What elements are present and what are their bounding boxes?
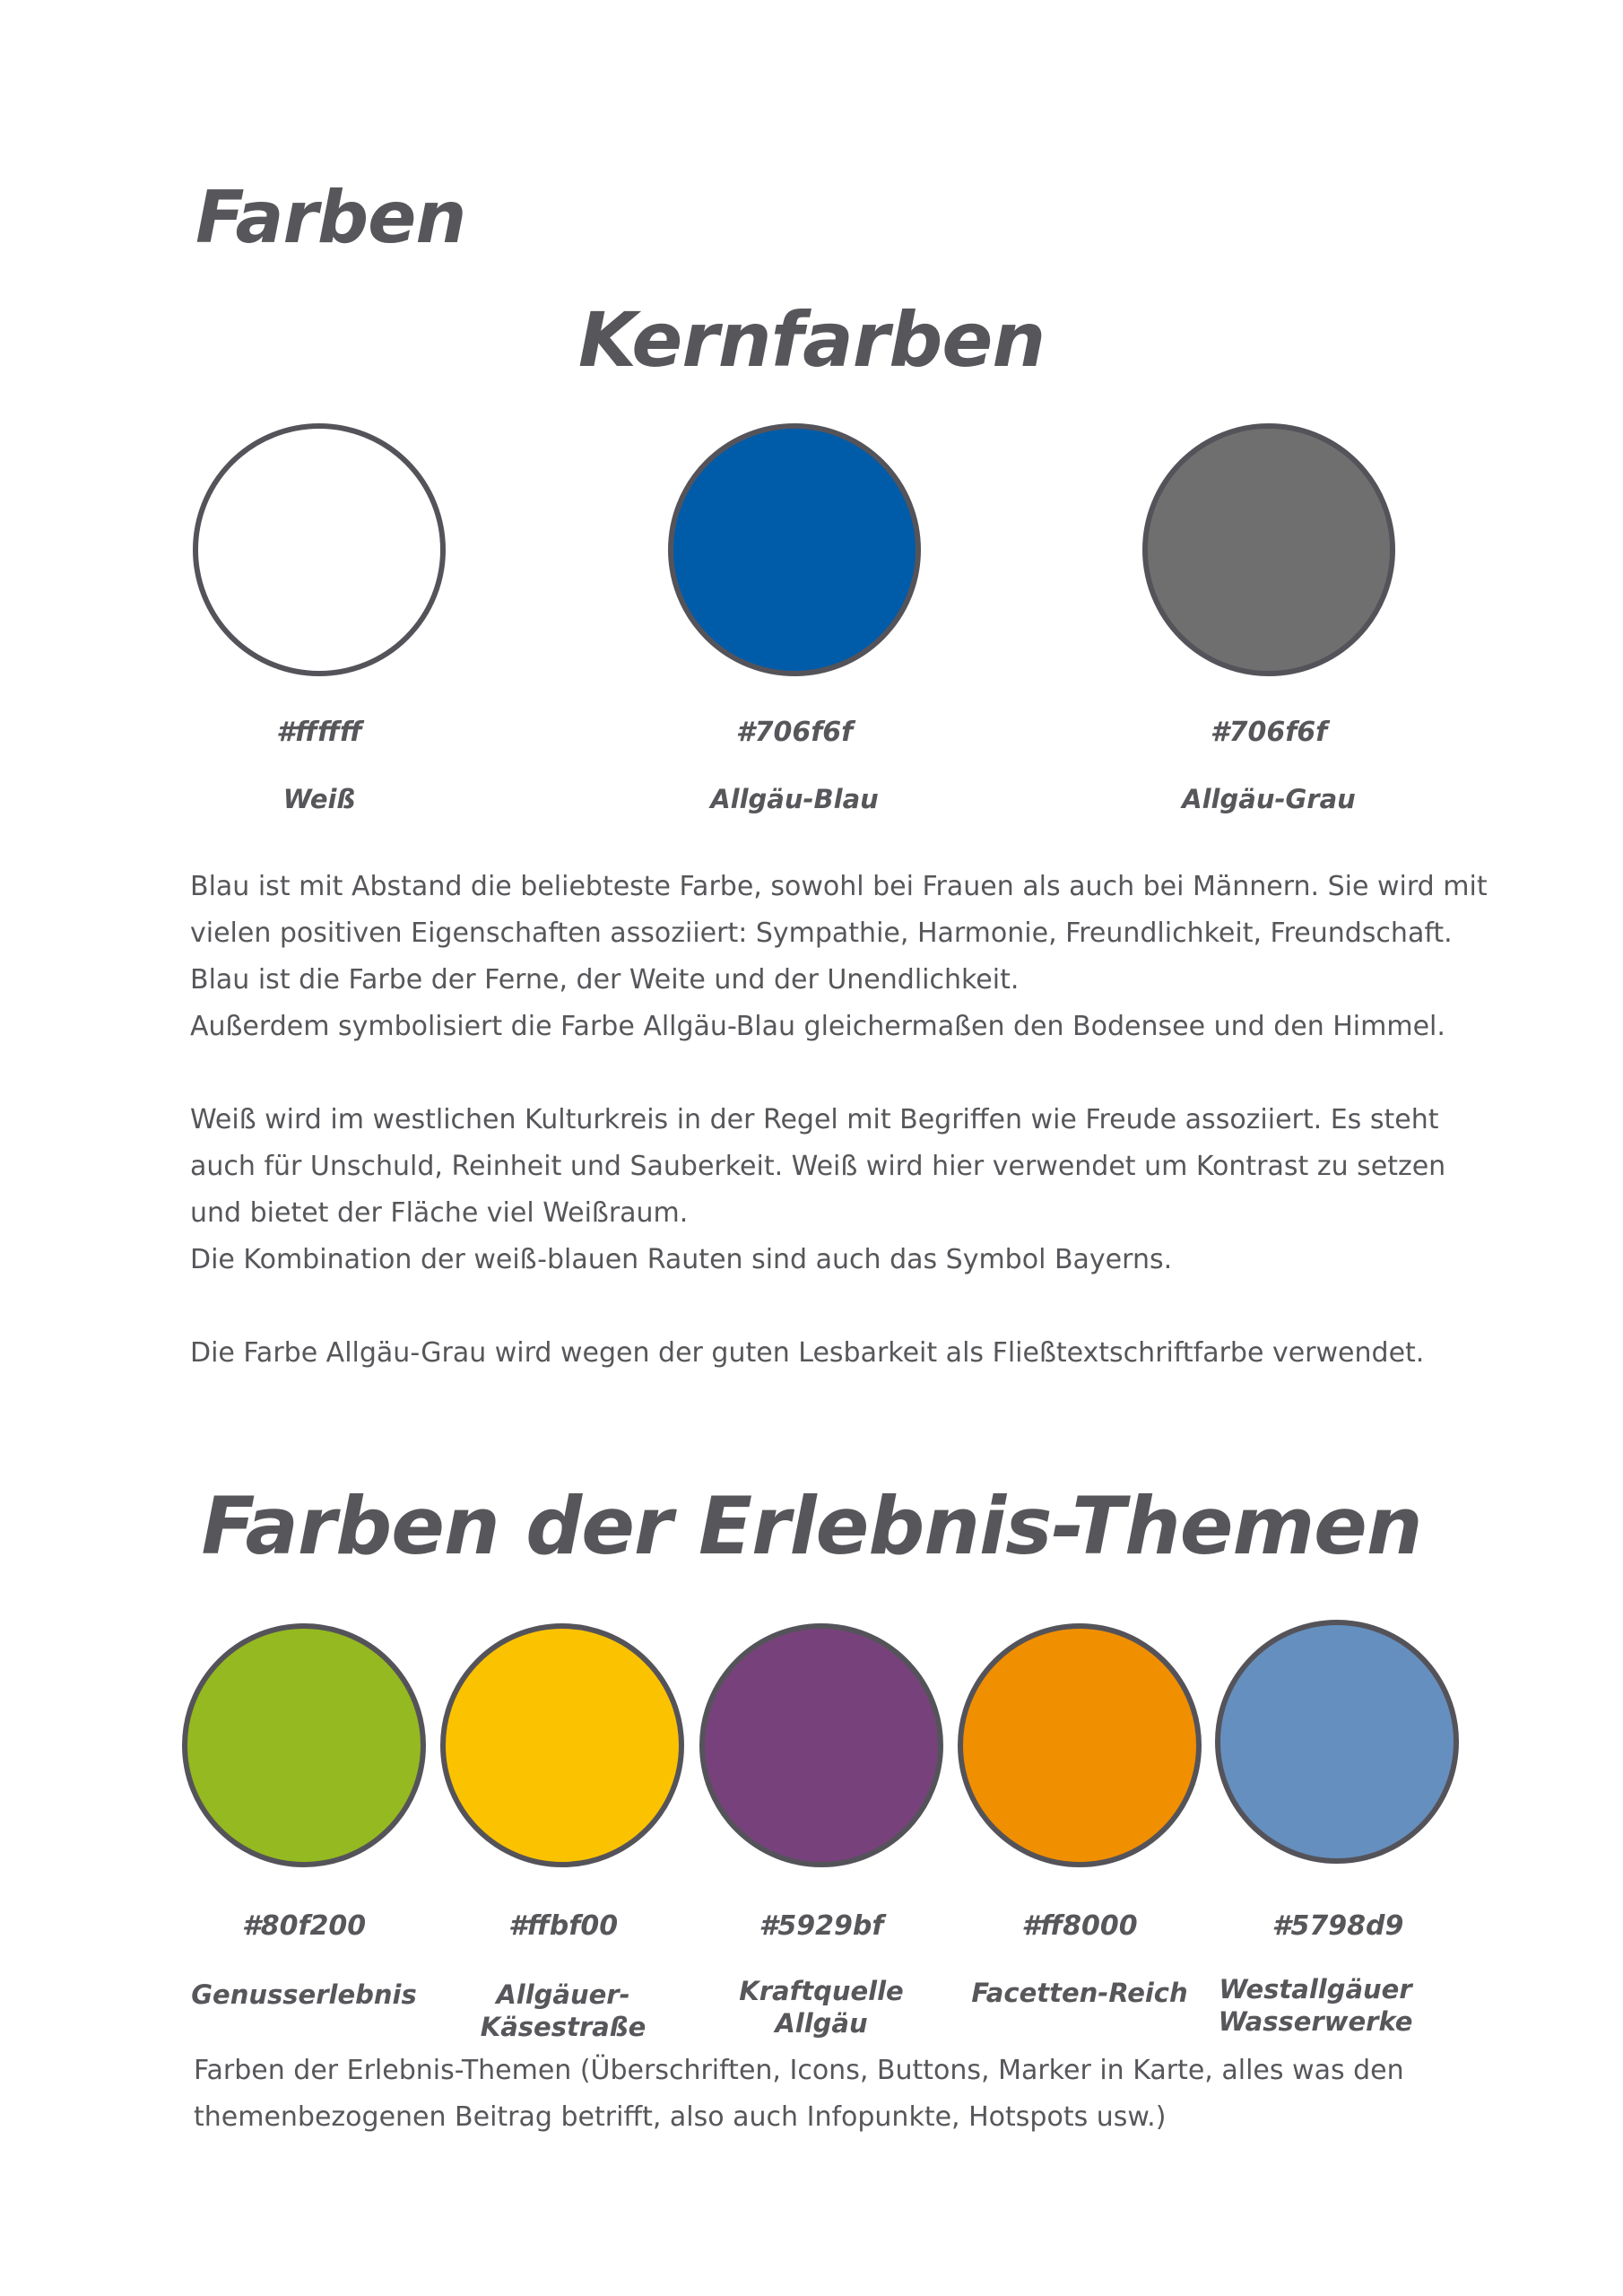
core-color-hex: #706f6f (1210, 717, 1328, 748)
swatch-allgaeu-grau (1142, 423, 1395, 676)
swatch-genusserlebnis (182, 1623, 426, 1867)
text-line: Weiß wird im westlichen Kulturkreis in der Regel mit Begriffen wie Freude assoziiert. Es steht (190, 1104, 1439, 1135)
text-line: Blau ist mit Abstand die beliebteste Farbe, sowohl bei Frauen als auch bei Männern. Sie wird mit (190, 871, 1488, 902)
theme-color-name: Facetten-Reich (971, 1978, 1188, 2008)
swatch-weiss (193, 423, 446, 676)
theme-color-name: Genusserlebnis (191, 1979, 417, 2010)
core-color-hex: #706f6f (735, 717, 854, 748)
text-line: und bietet der Fläche viel Weißraum. (190, 1197, 689, 1229)
swatch-wasserwerke (1215, 1620, 1459, 1864)
text-line: Farben der Erlebnis-Themen (Überschriften, Icons, Buttons, Marker in Karte, alles was den (194, 2055, 1404, 2086)
core-color-name: Allgäu-Grau (1182, 784, 1356, 814)
theme-color-hex: #ff8000 (1021, 1910, 1138, 1942)
page-title: Farben (195, 176, 466, 259)
text-line: Die Kombination der weiß-blauen Rauten sind auch das Symbol Bayerns. (190, 1244, 1173, 1275)
text-line: auch für Unschuld, Reinheit und Sauberkeit. Weiß wird hier verwendet um Kontrast zu setzen (190, 1151, 1446, 1182)
core-colors-heading: Kernfarben (577, 296, 1046, 384)
theme-color-hex: #5929bf (759, 1910, 884, 1942)
theme-color-hex: #80f200 (241, 1910, 367, 1942)
theme-color-hex: #5798d9 (1271, 1910, 1404, 1942)
text-line: Blau ist die Farbe der Ferne, der Weite und der Unendlichkeit. (190, 964, 1020, 996)
core-color-hex: #ffffff (276, 717, 362, 748)
text-line: vielen positiven Eigenschaften assoziiert: Sympathie, Harmonie, Freundlichkeit, Freundschaft. (190, 918, 1453, 949)
text-line: Außerdem symbolisiert die Farbe Allgäu-Blau gleichermaßen den Bodensee und den Himmel. (190, 1011, 1445, 1042)
core-color-name: Weiß (282, 784, 356, 814)
swatch-kaesestrasse (440, 1623, 684, 1867)
core-description (190, 864, 1488, 1377)
text-line: Die Farbe Allgäu-Grau wird wegen der guten Lesbarkeit als Fließtextschriftfarbe verwendet. (190, 1337, 1425, 1369)
swatch-facetten-reich (958, 1623, 1202, 1867)
theme-color-name: Westallgäuer Wasserwerke (1218, 1974, 1413, 2037)
text-line: themenbezogenen Beitrag betrifft, also auch Infopunkte, Hotspots usw.) (194, 2101, 1167, 2133)
swatch-allgaeu-blau (668, 423, 921, 676)
theme-description (194, 2048, 1404, 2141)
theme-color-hex: #ffbf00 (508, 1910, 619, 1942)
theme-color-name: Kraftquelle Allgäu (739, 1976, 904, 2039)
swatch-kraftquelle (699, 1623, 943, 1867)
theme-colors-heading: Farben der Erlebnis-Themen (201, 1480, 1422, 1572)
core-color-name: Allgäu-Blau (710, 784, 879, 814)
theme-color-name: Allgäuer-Käsestraße (480, 1979, 647, 2042)
